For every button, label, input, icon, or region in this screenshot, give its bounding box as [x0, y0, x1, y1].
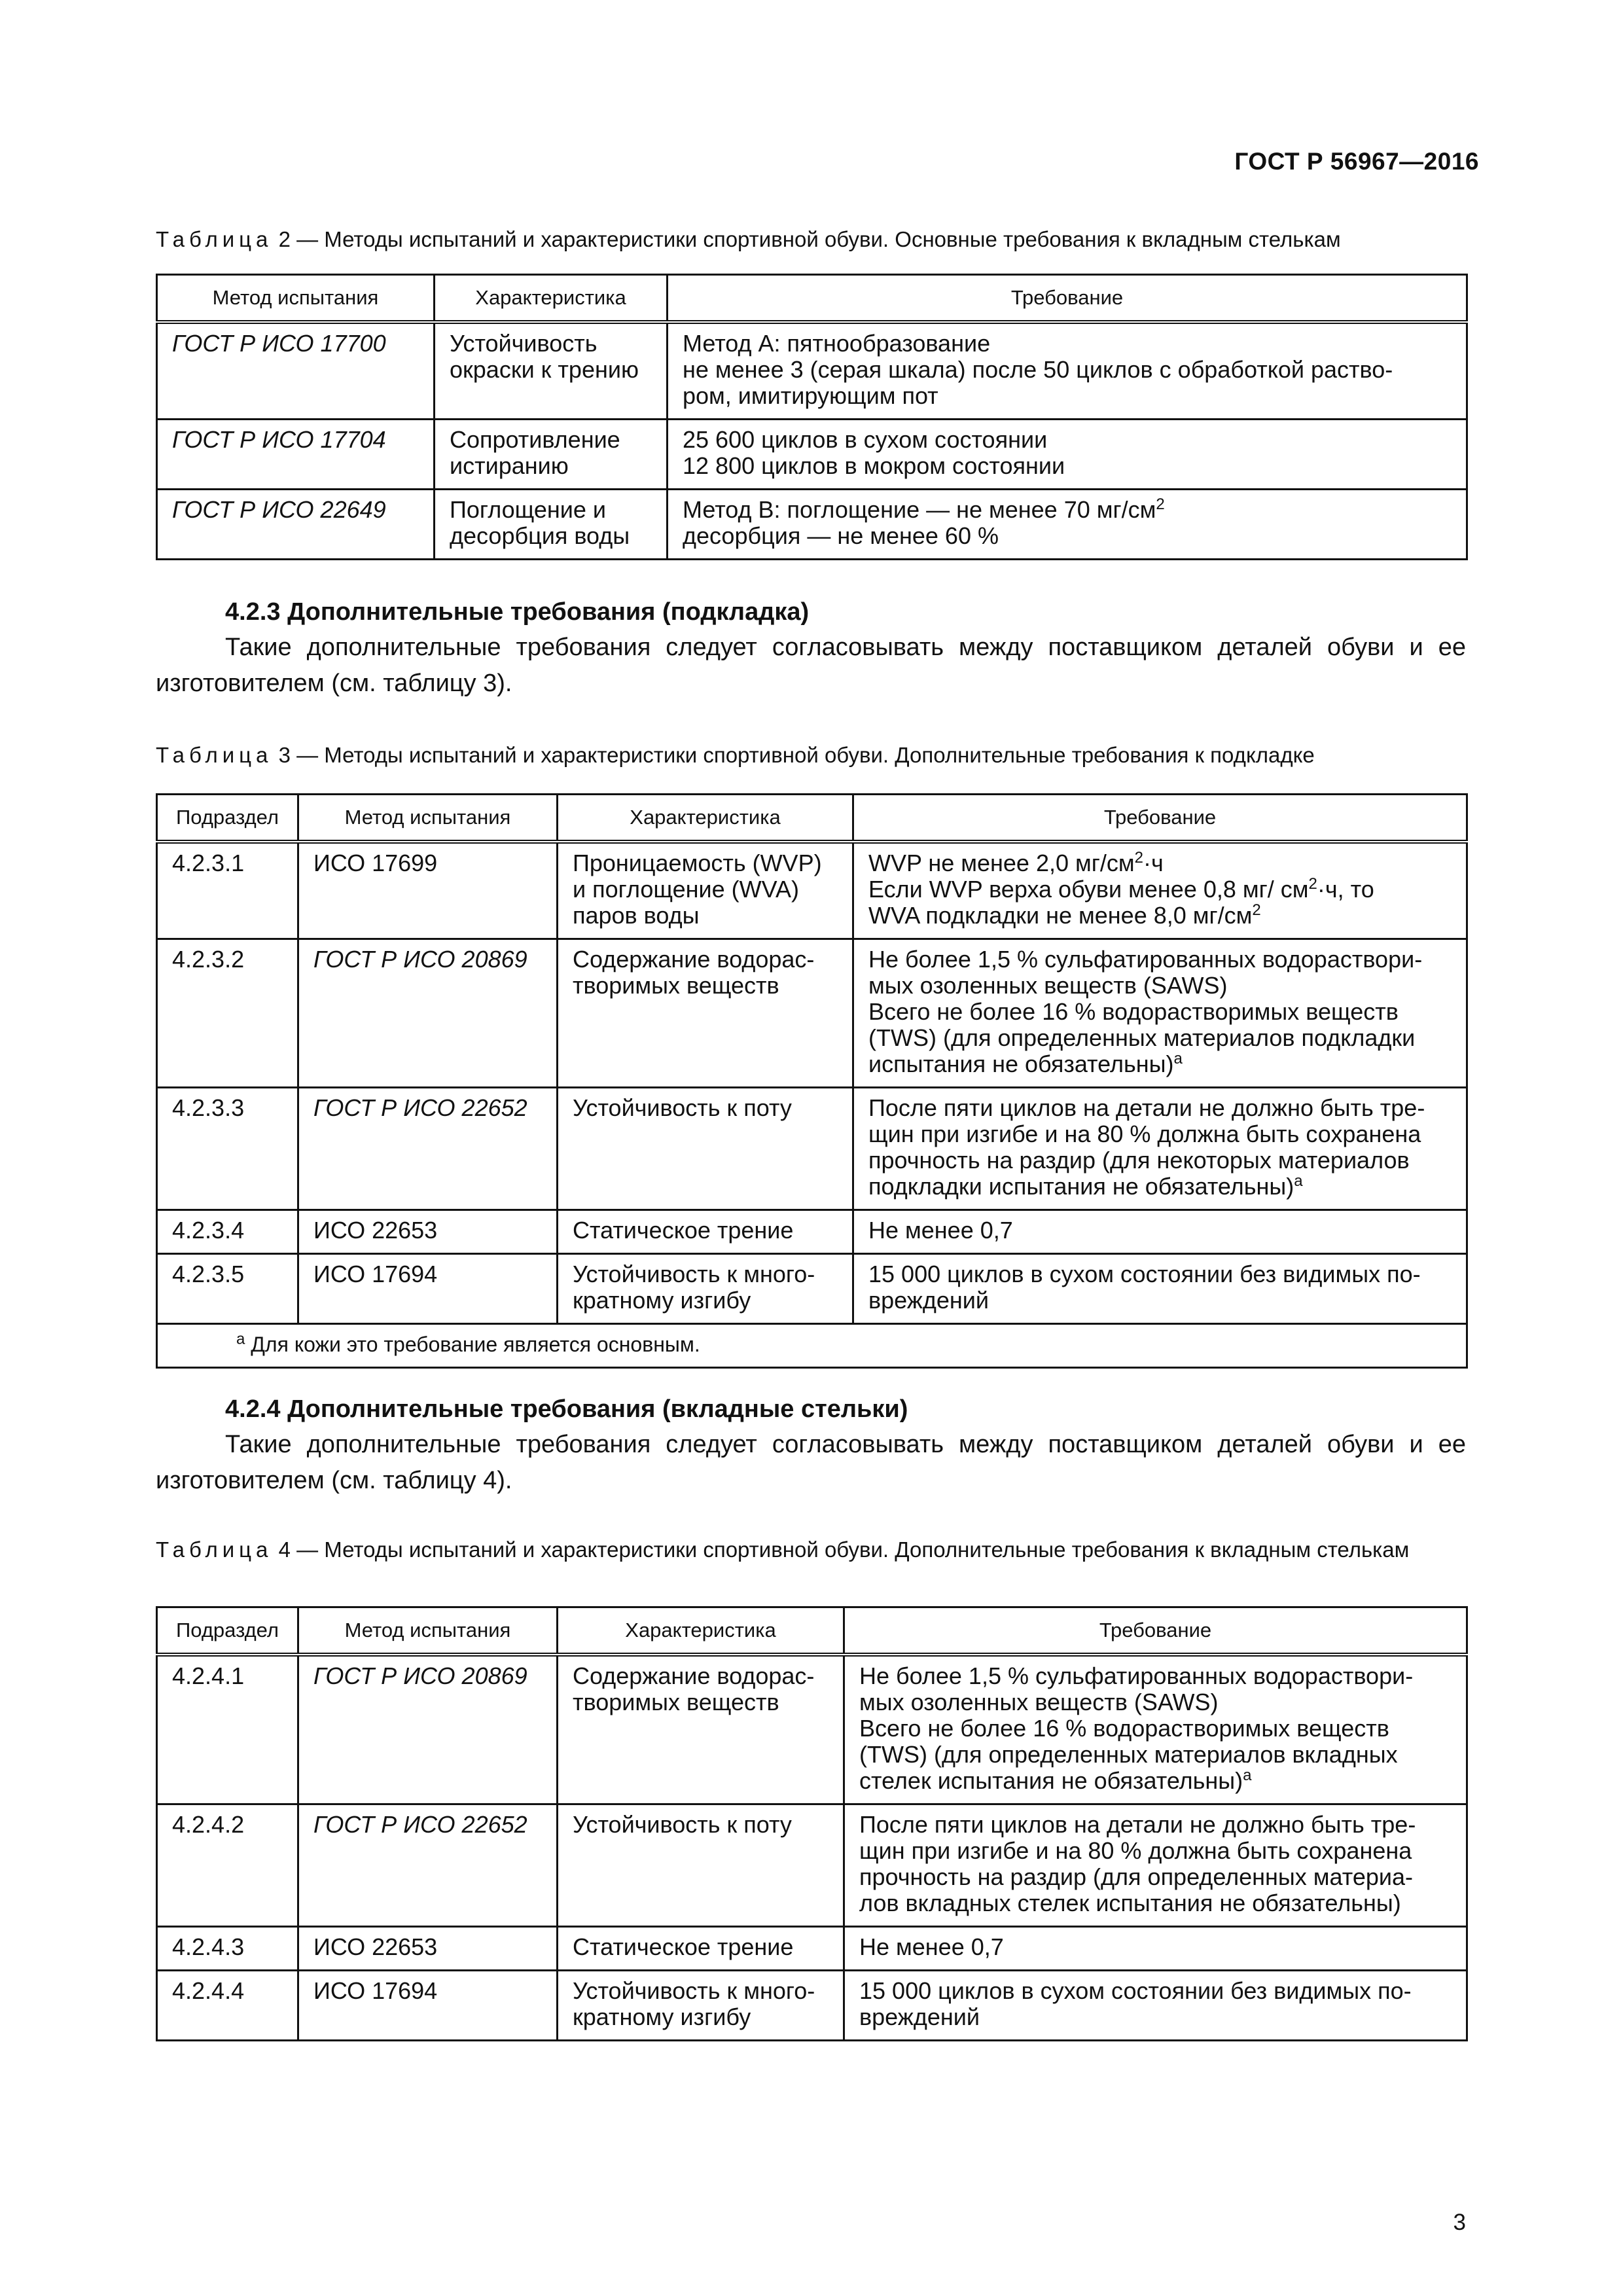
section-body-4-2-3: Такие дополнительные требования следует согласовывать между поставщиком деталей обуви и ее изготовителем (см. таблицу 3).	[156, 634, 1466, 697]
table-row	[157, 1210, 1467, 1254]
requirement-cell	[668, 490, 1467, 560]
characteristic-cell	[435, 490, 668, 560]
table4	[156, 1606, 1468, 2041]
cell-text: ·ч	[1143, 850, 1164, 876]
superscript: 2	[1134, 849, 1143, 867]
method-cell: ГОСТ Р ИСО 22649	[157, 490, 435, 560]
cell-line: кратному изгибу	[573, 1287, 751, 1314]
cell-line: (TWS) (для определенных материалов вкладных	[859, 1741, 1398, 1768]
cell-line: истиранию	[450, 452, 569, 479]
cell-line: десорбция воды	[450, 522, 630, 549]
cell-line: Устойчивость к поту	[573, 1811, 792, 1838]
characteristic-cell	[558, 939, 853, 1088]
superscript: 2	[1252, 901, 1261, 919]
cell-line: После пяти циклов на детали не должно быть тре-	[868, 1094, 1425, 1121]
requirement-cell	[668, 420, 1467, 490]
cell-line: мых озоленных веществ (SAWS)	[868, 972, 1228, 999]
cell-line: 12 800 циклов в мокром состоянии	[683, 452, 1065, 479]
cell-line: лов вкладных стелек испытания не обязательны)	[859, 1890, 1401, 1916]
cell-line: Всего не более 16 % водорастворимых веществ	[859, 1715, 1389, 1742]
table2-caption	[156, 225, 1466, 254]
cell-line: Устойчивость	[450, 330, 597, 357]
superscript: 2	[1156, 495, 1165, 513]
table-header-cell: Метод испытания	[298, 1607, 558, 1655]
method-cell: ГОСТ Р ИСО 20869	[298, 1655, 558, 1804]
table-row	[157, 420, 1467, 490]
cell-line	[683, 497, 1452, 523]
method-cell: ГОСТ Р ИСО 17704	[157, 420, 435, 490]
cell-line: Не менее 0,7	[868, 1217, 1013, 1244]
cell-line: Метод А: пятнообразование	[683, 330, 991, 357]
subsection-cell: 4.2.3.4	[157, 1210, 298, 1254]
table4-caption-label: Таблица	[156, 1537, 273, 1562]
requirement-cell	[668, 322, 1467, 420]
cell-line: прочность на раздир (для определенных материа-	[859, 1863, 1414, 1890]
cell-line: щин при изгибе и на 80 % должна быть сохранена	[868, 1121, 1421, 1147]
requirement-cell	[844, 1804, 1467, 1927]
table-header-cell: Характеристика	[558, 1607, 844, 1655]
table-row	[157, 1927, 1467, 1971]
requirement-cell	[853, 1088, 1467, 1210]
footnote-text: Для кожи это требование является основным.	[245, 1333, 700, 1356]
table-row	[157, 490, 1467, 560]
cell-text: подкладки испытания не обязательны)	[868, 1173, 1294, 1200]
cell-line	[868, 1051, 1452, 1077]
requirement-cell	[844, 1971, 1467, 2041]
subsection-cell: 4.2.4.3	[157, 1927, 298, 1971]
cell-line: кратному изгибу	[573, 2003, 751, 2030]
table-header-cell: Метод испытания	[298, 795, 558, 842]
cell-line: Устойчивость к много-	[573, 1261, 815, 1287]
cell-line: Не менее 0,7	[859, 1933, 1004, 1960]
table-header-cell: Требование	[853, 795, 1467, 842]
cell-text: Метод В: поглощение — не менее 70 мг/см	[683, 496, 1156, 523]
characteristic-cell	[558, 1210, 853, 1254]
cell-line	[868, 1174, 1452, 1200]
cell-line: (TWS) (для определенных материалов подкладки	[868, 1024, 1416, 1051]
characteristic-cell	[558, 1971, 844, 2041]
subsection-cell: 4.2.4.2	[157, 1804, 298, 1927]
table-header-cell: Характеристика	[435, 275, 668, 323]
cell-line	[859, 1768, 1452, 1794]
cell-line: Содержание водорас-	[573, 1662, 815, 1689]
cell-line	[868, 850, 1452, 876]
table-header-cell: Подраздел	[157, 795, 298, 842]
subsection-cell: 4.2.3.2	[157, 939, 298, 1088]
cell-line: Не более 1,5 % сульфатированных водораствори-	[859, 1662, 1414, 1689]
table-row	[157, 1254, 1467, 1324]
cell-line: 25 600 циклов в сухом состоянии	[683, 426, 1048, 453]
cell-line: 15 000 циклов в сухом состоянии без видимых по-	[859, 1977, 1412, 2004]
cell-line: вреждений	[859, 2003, 980, 2030]
page-number: 3	[1453, 2210, 1466, 2235]
table-header-cell: Подраздел	[157, 1607, 298, 1655]
method-cell: ИСО 17694	[298, 1971, 558, 2041]
table-header-cell: Требование	[668, 275, 1467, 323]
method-cell: ГОСТ Р ИСО 17700	[157, 322, 435, 420]
cell-line: мых озоленных веществ (SAWS)	[859, 1689, 1219, 1715]
cell-text: испытания не обязательны)	[868, 1050, 1174, 1077]
method-cell: ИСО 17699	[298, 842, 558, 939]
method-cell: ИСО 22653	[298, 1927, 558, 1971]
cell-line: Статическое трение	[573, 1933, 794, 1960]
method-cell: ГОСТ Р ИСО 20869	[298, 939, 558, 1088]
cell-line: Статическое трение	[573, 1217, 794, 1244]
table2	[156, 274, 1468, 560]
cell-line: щин при изгибе и на 80 % должна быть сохранена	[859, 1837, 1412, 1864]
table3-caption	[156, 741, 1466, 770]
cell-text: Если WVP верха обуви менее 0,8 мг/ см	[868, 876, 1309, 903]
table3	[156, 793, 1468, 1369]
characteristic-cell	[558, 1254, 853, 1324]
cell-line: окраски к трению	[450, 356, 639, 383]
characteristic-cell	[558, 1088, 853, 1210]
cell-line: Содержание водорас-	[573, 946, 815, 973]
requirement-cell	[844, 1927, 1467, 1971]
method-cell: ГОСТ Р ИСО 22652	[298, 1804, 558, 1927]
footnote-ref: а	[1294, 1172, 1303, 1190]
cell-line: десорбция — не менее 60 %	[683, 522, 999, 549]
cell-line: Устойчивость к много-	[573, 1977, 815, 2004]
cell-text: ·ч, то	[1317, 876, 1374, 903]
characteristic-cell	[435, 420, 668, 490]
table-header-row	[157, 795, 1467, 842]
characteristic-cell	[558, 842, 853, 939]
method-cell: ИСО 17694	[298, 1254, 558, 1324]
table-header-row	[157, 275, 1467, 323]
cell-line: 15 000 циклов в сухом состоянии без видимых по-	[868, 1261, 1421, 1287]
footnote-ref: а	[1243, 1767, 1252, 1784]
cell-line: ром, имитирующим пот	[683, 382, 938, 409]
cell-line: Сопротивление	[450, 426, 620, 453]
table-header-row	[157, 1607, 1467, 1655]
cell-line	[868, 903, 1452, 929]
requirement-cell	[853, 939, 1467, 1088]
document-code: ГОСТ Р 56967—2016	[1234, 148, 1479, 175]
section-heading-4-2-3: 4.2.3 Дополнительные требования (подкладка)	[225, 598, 810, 626]
table-header-cell: Требование	[844, 1607, 1467, 1655]
requirement-cell	[853, 842, 1467, 939]
method-cell: ГОСТ Р ИСО 22652	[298, 1088, 558, 1210]
table-row	[157, 1971, 1467, 2041]
characteristic-cell	[558, 1804, 844, 1927]
cell-line: не менее 3 (серая шкала) после 50 циклов с обработкой раство-	[683, 356, 1393, 383]
cell-line: паров воды	[573, 902, 700, 929]
section-heading-4-2-4: 4.2.4 Дополнительные требования (вкладные стельки)	[225, 1395, 908, 1423]
table2-caption-text: 2 — Методы испытаний и характеристики спортивной обуви. Основные требования к вкладным стелькам	[278, 227, 1341, 251]
method-cell: ИСО 22653	[298, 1210, 558, 1254]
cell-line: Поглощение и	[450, 496, 607, 523]
cell-line: творимых веществ	[573, 972, 779, 999]
table3-caption-label: Таблица	[156, 743, 273, 767]
subsection-cell: 4.2.4.1	[157, 1655, 298, 1804]
cell-text: WVP не менее 2,0 мг/см	[868, 850, 1135, 876]
requirement-cell	[844, 1655, 1467, 1804]
cell-line: вреждений	[868, 1287, 989, 1314]
table-row	[157, 1088, 1467, 1210]
table-header-cell: Характеристика	[558, 795, 853, 842]
subsection-cell: 4.2.3.5	[157, 1254, 298, 1324]
cell-line: и поглощение (WVA)	[573, 876, 799, 903]
table3-caption-text: 3 — Методы испытаний и характеристики спортивной обуви. Дополнительные требования к подкладке	[278, 743, 1315, 767]
table-row	[157, 842, 1467, 939]
table2-caption-label: Таблица	[156, 227, 273, 251]
table-footnote	[157, 1324, 1467, 1368]
table4-caption	[156, 1535, 1466, 1564]
subsection-cell: 4.2.4.4	[157, 1971, 298, 2041]
table4-caption-text: 4 — Методы испытаний и характеристики спортивной обуви. Дополнительные требования к вкладным стелькам	[278, 1537, 1410, 1562]
cell-line: Устойчивость к поту	[573, 1094, 792, 1121]
footnote-mark: а	[236, 1330, 245, 1348]
characteristic-cell	[558, 1927, 844, 1971]
cell-line: творимых веществ	[573, 1689, 779, 1715]
cell-text: WVA подкладки не менее 8,0 мг/см	[868, 902, 1253, 929]
table-row	[157, 1804, 1467, 1927]
superscript: 2	[1308, 875, 1317, 893]
characteristic-cell	[558, 1655, 844, 1804]
table-header-cell: Метод испытания	[157, 275, 435, 323]
cell-line: Не более 1,5 % сульфатированных водораствори-	[868, 946, 1423, 973]
requirement-cell	[853, 1210, 1467, 1254]
cell-line: Всего не более 16 % водорастворимых веществ	[868, 998, 1399, 1025]
subsection-cell: 4.2.3.1	[157, 842, 298, 939]
table-footnote-row	[157, 1324, 1467, 1368]
cell-line: прочность на раздир (для некоторых материалов	[868, 1147, 1410, 1174]
cell-text: стелек испытания не обязательны)	[859, 1767, 1243, 1794]
section-body-4-2-4: Такие дополнительные требования следует согласовывать между поставщиком деталей обуви и ее изготовителем (см. таблицу 4).	[156, 1431, 1466, 1494]
requirement-cell	[853, 1254, 1467, 1324]
footnote-ref: а	[1173, 1050, 1183, 1067]
table-row	[157, 322, 1467, 420]
table-row	[157, 1655, 1467, 1804]
cell-line	[868, 876, 1452, 903]
subsection-cell: 4.2.3.3	[157, 1088, 298, 1210]
characteristic-cell	[435, 322, 668, 420]
cell-line: После пяти циклов на детали не должно быть тре-	[859, 1811, 1416, 1838]
table-row	[157, 939, 1467, 1088]
cell-line: Проницаемость (WVP)	[573, 850, 822, 876]
